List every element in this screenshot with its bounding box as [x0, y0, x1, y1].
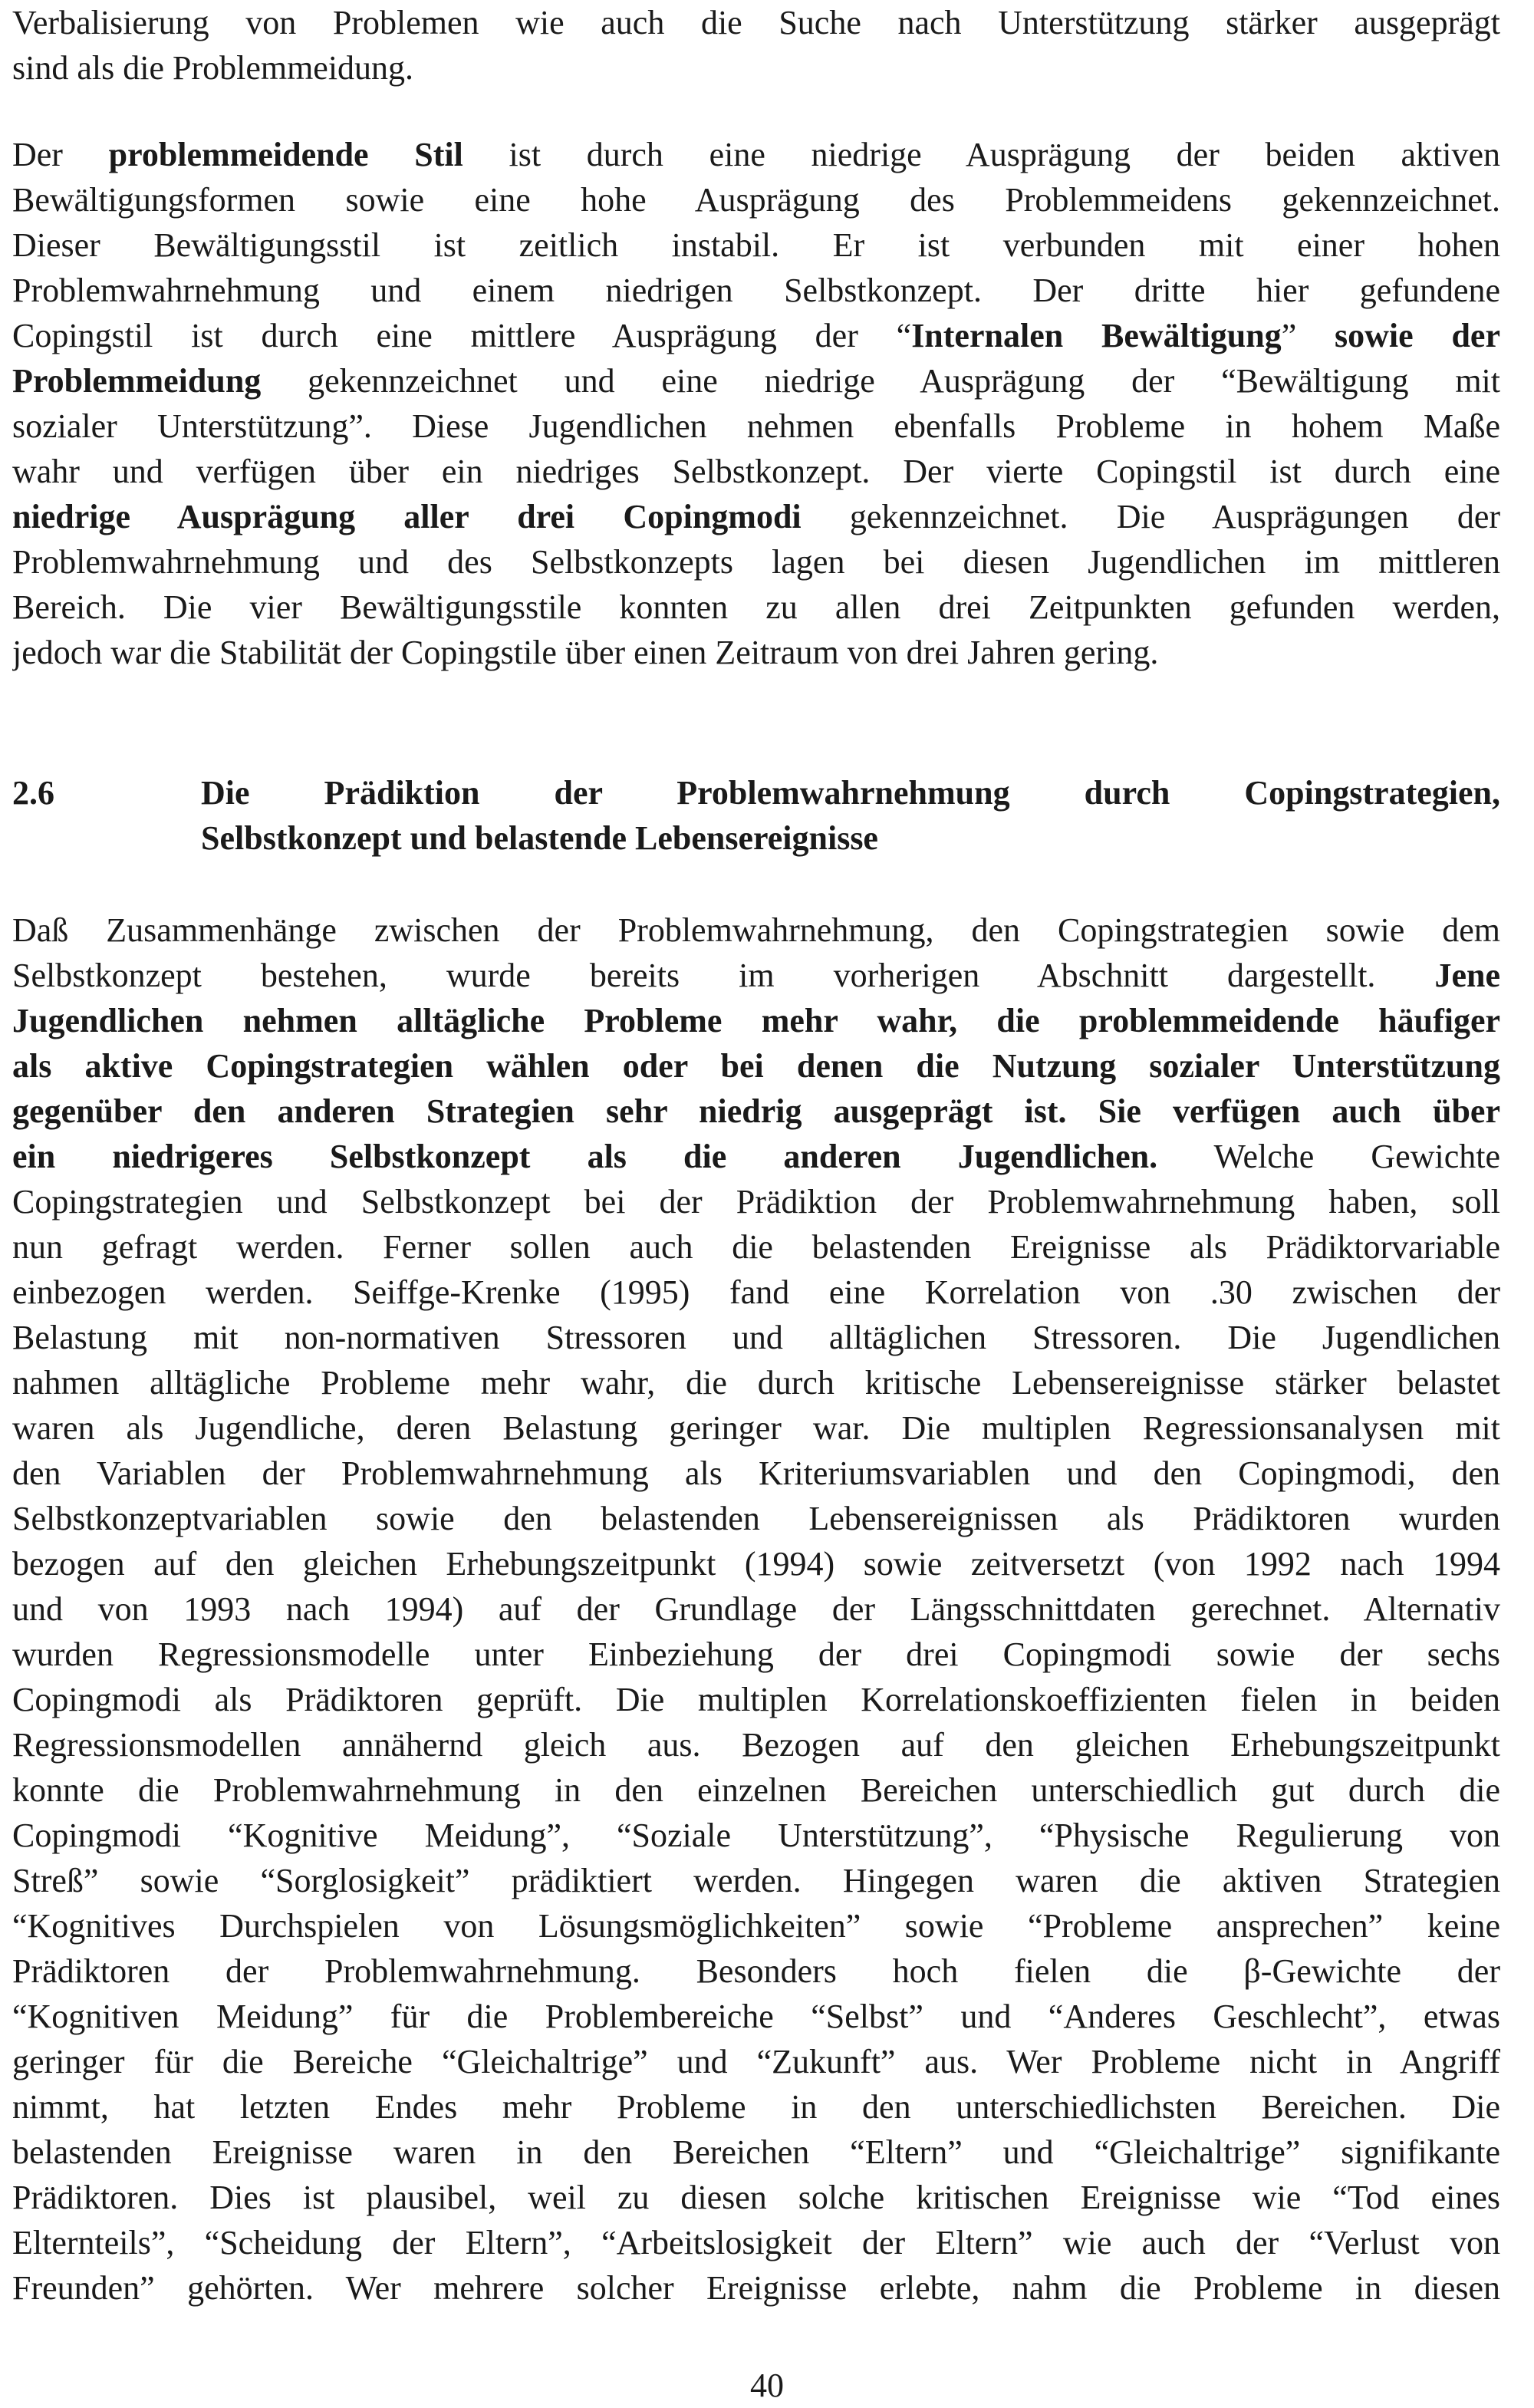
text-segment: Streß” sowie “Sorglosigkeit” prädiktiert werden. Hingegen waren die aktiven Strategien	[12, 1862, 1500, 1899]
text-segment: Problemwahrnehmung und des Selbstkonzepts lagen bei diesen Jugendlichen im mittleren	[12, 543, 1500, 581]
bold-text: problemmeidende Stil	[108, 136, 463, 173]
text-segment: Elternteils”, “Scheidung der Eltern”, “Arbeitslosigkeit der Eltern” wie auch der “Verlust von	[12, 2224, 1500, 2261]
text-segment: Copingstil ist durch eine mittlere Ausprägung der “	[12, 317, 912, 354]
text-line	[12, 2175, 1500, 2220]
text-line	[12, 539, 1500, 585]
text-segment: nun gefragt werden. Ferner sollen auch die belastenden Ereignisse als Prädiktorvariable	[12, 1228, 1500, 1266]
text-segment: Bereich. Die vier Bewältigungsstile konnten zu allen drei Zeitpunkten gefunden werden,	[12, 588, 1500, 626]
text-segment: bezogen auf den gleichen Erhebungszeitpunkt (1994) sowie zeitversetzt (von 1992 nach 1994	[12, 1545, 1500, 1583]
text-line	[12, 1134, 1500, 1179]
text-segment: Verbalisierung von Problemen wie auch die Suche nach Unterstützung stärker ausgeprägt	[12, 4, 1500, 41]
text-line	[12, 953, 1500, 998]
text-line	[12, 998, 1500, 1043]
text-line	[12, 2265, 1500, 2311]
text-line	[12, 177, 1500, 222]
text-line	[12, 1722, 1500, 1767]
text-segment: Welche Gewichte	[1157, 1138, 1500, 1175]
bold-text: Jene	[1434, 957, 1500, 994]
text-segment: Selbstkonzeptvariablen sowie den belastenden Lebensereignissen als Prädiktoren wurden	[12, 1500, 1500, 1537]
text-line	[12, 2130, 1500, 2175]
text-segment: Daß Zusammenhänge zwischen der Problemwahrnehmung, den Copingstrategien sowie dem	[12, 911, 1500, 949]
text-segment: ”	[1281, 317, 1335, 354]
text-segment: Freunden” gehörten. Wer mehrere solcher Ereignisse erlebte, nahm die Probleme in diesen	[12, 2269, 1500, 2307]
text-line	[12, 585, 1500, 630]
paragraph-coping-styles	[12, 132, 1500, 675]
text-segment: Selbstkonzept bestehen, wurde bereits im vorherigen Abschnitt dargestellt.	[12, 957, 1435, 994]
text-line	[12, 404, 1500, 449]
text-segment: den Variablen der Problemwahrnehmung als Kriteriumsvariablen und den Copingmodi, den	[12, 1454, 1500, 1492]
text-line	[12, 1541, 1500, 1586]
paragraph-prediction	[12, 908, 1500, 2311]
text-line	[12, 1315, 1500, 1360]
text-line	[12, 358, 1500, 404]
text-line	[12, 2220, 1500, 2265]
text-segment: Copingmodi “Kognitive Meidung”, “Soziale Unterstützung”, “Physische Regulierung von	[12, 1817, 1500, 1854]
bold-text: ein niedrigeres Selbstkonzept als die anderen Jugendlichen.	[12, 1138, 1158, 1175]
text-segment: Copingmodi als Prädiktoren geprüft. Die multiplen Korrelationskoeffizienten fielen in beiden	[12, 1681, 1500, 1718]
text-segment: nahmen alltägliche Probleme mehr wahr, die durch kritische Lebensereignisse stärker belastet	[12, 1364, 1500, 1402]
text-segment: Dieser Bewältigungsstil ist zeitlich instabil. Er ist verbunden mit einer hohen	[12, 226, 1500, 264]
text-line	[12, 1089, 1500, 1134]
section-title	[201, 770, 1500, 861]
text-segment: konnte die Problemwahrnehmung in den einzelnen Bereichen unterschiedlich gut durch die	[12, 1771, 1500, 1809]
text-segment: belastenden Ereignisse waren in den Bereichen “Eltern” und “Gleichaltrige” signifikante	[12, 2133, 1500, 2171]
text-line	[12, 132, 1500, 177]
text-segment: gekennzeichnet. Die Ausprägungen der	[801, 498, 1500, 535]
text-line	[12, 1179, 1500, 1224]
text-line	[12, 630, 1500, 675]
text-segment: Prädiktoren. Dies ist plausibel, weil zu diesen solche kritischen Ereignisse wie “Tod eines	[12, 2179, 1500, 2216]
text-line	[12, 908, 1500, 953]
text-line	[12, 1903, 1500, 1948]
bold-text: Internalen Bewältigung	[911, 317, 1282, 354]
text-line	[12, 1813, 1500, 1858]
text-line	[12, 1405, 1500, 1451]
text-line	[12, 268, 1500, 313]
text-segment: Copingstrategien und Selbstkonzept bei der Prädiktion der Problemwahrnehmung haben, soll	[12, 1183, 1500, 1220]
text-segment: ist durch eine niedrige Ausprägung der beiden aktiven	[463, 136, 1500, 173]
text-segment: wurden Regressionsmodelle unter Einbeziehung der drei Copingmodi sowie der sechs	[12, 1636, 1500, 1673]
text-line	[12, 1632, 1500, 1677]
text-segment: sind als die Problemmeidung.	[12, 49, 414, 87]
section-title-line: Selbstkonzept und belastende Lebensereignisse	[201, 819, 878, 857]
text-segment: gekennzeichnet und eine niedrige Ausprägung der “Bewältigung mit	[261, 362, 1500, 400]
text-segment: waren als Jugendliche, deren Belastung geringer war. Die multiplen Regressionsanalysen mit	[12, 1409, 1500, 1447]
text-line	[12, 1270, 1500, 1315]
text-segment: Regressionsmodellen annähernd gleich aus. Bezogen auf den gleichen Erhebungszeitpunkt	[12, 1726, 1500, 1764]
text-segment: und von 1993 nach 1994) auf der Grundlage der Längsschnittdaten gerechnet. Alternativ	[12, 1590, 1500, 1628]
text-line	[12, 313, 1500, 358]
text-segment: wahr und verfügen über ein niedriges Selbstkonzept. Der vierte Copingstil ist durch eine	[12, 453, 1500, 490]
text-line	[12, 2084, 1500, 2130]
text-line	[12, 1224, 1500, 1270]
text-line	[12, 1994, 1500, 2039]
paragraph-intro-continuation	[12, 0, 1500, 91]
text-segment: “Kognitiven Meidung” für die Problembereiche “Selbst” und “Anderes Geschlecht”, etwas	[12, 1998, 1500, 2035]
section-number: 2.6	[12, 774, 54, 812]
text-line	[12, 1043, 1500, 1089]
bold-text: Problemmeidung	[12, 362, 262, 400]
text-line	[12, 222, 1500, 268]
text-line	[12, 1767, 1500, 1813]
text-segment: Problemwahrnehmung und einem niedrigen Selbstkonzept. Der dritte hier gefundene	[12, 272, 1500, 309]
text-line	[12, 449, 1500, 494]
text-line	[12, 45, 1500, 91]
bold-text: gegenüber den anderen Strategien sehr niedrig ausgeprägt ist. Sie verfügen auch über	[12, 1092, 1500, 1130]
page-number: 40	[750, 2367, 784, 2404]
text-segment: einbezogen werden. Seiffge-Krenke (1995) fand eine Korrelation von .30 zwischen der	[12, 1273, 1500, 1311]
bold-text: niedrige Ausprägung aller drei Copingmodi	[12, 498, 802, 535]
bold-text: Jugendlichen nehmen alltägliche Probleme mehr wahr, die problemmeidende häufiger	[12, 1002, 1500, 1039]
text-line	[12, 1948, 1500, 1994]
text-line	[12, 1586, 1500, 1632]
bold-text: als aktive Copingstrategien wählen oder bei denen die Nutzung sozialer Unterstützung	[12, 1047, 1500, 1085]
text-segment: geringer für die Bereiche “Gleichaltrige” und “Zukunft” aus. Wer Probleme nicht in Angriff	[12, 2043, 1500, 2080]
bold-text: sowie der	[1335, 317, 1500, 354]
text-line	[12, 494, 1500, 539]
text-line	[12, 1858, 1500, 1903]
text-line	[12, 1360, 1500, 1405]
text-segment: sozialer Unterstützung”. Diese Jugendlichen nehmen ebenfalls Probleme in hohem Maße	[12, 407, 1500, 445]
text-segment: jedoch war die Stabilität der Copingstile über einen Zeitraum von drei Jahren gering.	[12, 634, 1159, 671]
text-segment: “Kognitives Durchspielen von Lösungsmöglichkeiten” sowie “Probleme ansprechen” keine	[12, 1907, 1500, 1945]
text-line	[12, 1496, 1500, 1541]
text-segment: Der	[12, 136, 109, 173]
section-title-line: Die Prädiktion der Problemwahrnehmung durch Copingstrategien,	[201, 774, 1500, 812]
text-segment: nimmt, hat letzten Endes mehr Probleme in den unterschiedlichsten Bereichen. Die	[12, 2088, 1500, 2126]
text-segment: Belastung mit non-normativen Stressoren und alltäglichen Stressoren. Die Jugendlichen	[12, 1319, 1500, 1356]
text-line	[12, 1451, 1500, 1496]
text-segment: Prädiktoren der Problemwahrnehmung. Besonders hoch fielen die β-Gewichte der	[12, 1952, 1500, 1990]
text-line	[12, 0, 1500, 45]
text-line	[12, 1677, 1500, 1722]
text-line	[12, 2039, 1500, 2084]
text-segment: Bewältigungsformen sowie eine hohe Ausprägung des Problemmeidens gekennzeichnet.	[12, 181, 1500, 219]
